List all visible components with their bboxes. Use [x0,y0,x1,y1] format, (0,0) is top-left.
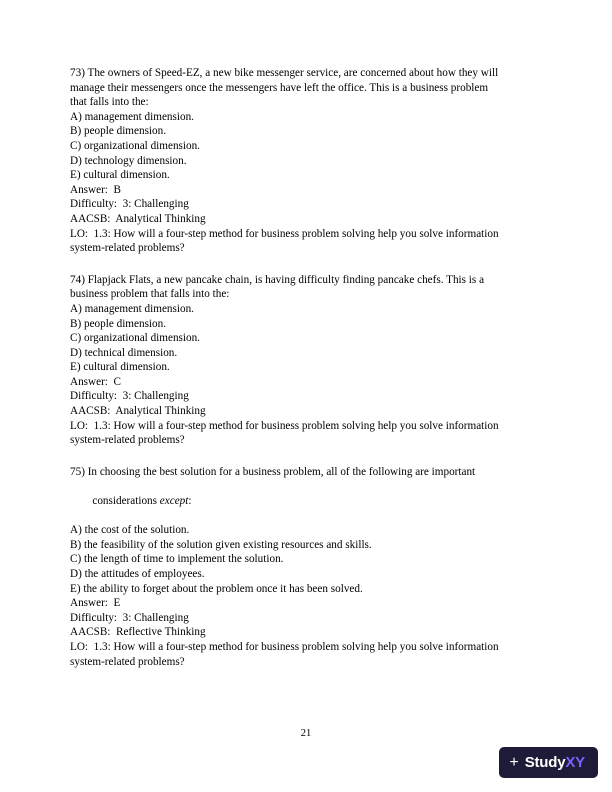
document-body [70,66,542,686]
aacsb-label: AACSB: Analytical Thinking [70,212,206,225]
page-number: 21 [300,728,312,739]
learning-objective-line: LO: 1.3: How will a four-step method for business problem solving help you solve information [70,227,499,240]
answer-option: E) cultural dimension. [70,169,170,182]
answer-option: C) organizational dimension. [70,139,200,152]
answer-key: Answer: E [70,597,121,610]
stem-italic-word: except [159,495,189,508]
answer-option: A) management dimension. [70,110,194,123]
answer-option: C) the length of time to implement the solution. [70,553,284,566]
aacsb-label: AACSB: Analytical Thinking [70,405,206,418]
question-stem-line: 74) Flapjack Flats, a new pancake chain, is having difficulty finding pancake chefs. This is a [70,273,485,286]
question-block [70,465,542,669]
question-stem-line: that falls into the: [70,96,149,109]
learning-objective-line: LO: 1.3: How will a four-step method for business problem solving help you solve information [70,640,499,653]
stem-text-suffix: : [188,495,192,508]
difficulty-label: Difficulty: 3: Challenging [70,390,189,403]
stem-text-prefix: considerations [92,495,160,508]
answer-key: Answer: B [70,183,121,196]
answer-option: D) technical dimension. [70,346,178,359]
answer-option: E) the ability to forget about the problem once it has been solved. [70,582,363,595]
difficulty-label: Difficulty: 3: Challenging [70,198,189,211]
answer-option: D) the attitudes of employees. [70,568,205,580]
difficulty-label: Difficulty: 3: Challenging [70,611,189,624]
question-stem-line: business problem that falls into the: [70,288,230,301]
answer-option: E) cultural dimension. [70,361,170,374]
question-block [70,66,542,256]
question-stem-line: 75) In choosing the best solution for a business problem, all of the following are important [70,465,476,478]
question-stem-line-italic [70,479,542,523]
learning-objective-line: system-related problems? [70,655,185,668]
answer-option: A) management dimension. [70,302,194,315]
learning-objective-line: system-related problems? [70,242,185,255]
watermark-label [525,754,585,771]
answer-key: Answer: C [70,375,121,388]
question-block [70,273,542,448]
answer-option: D) technology dimension. [70,154,187,167]
answer-option: A) the cost of the solution. [70,524,190,537]
watermark-brand-main: Study [524,754,566,771]
plus-icon: + [509,753,519,771]
answer-option: B) the feasibility of the solution given existing resources and skills. [70,538,372,551]
aacsb-label: AACSB: Reflective Thinking [70,626,206,639]
question-stem-line: 73) The owners of Speed-EZ, a new bike messenger service, are concerned about how they will [70,67,499,79]
answer-option: B) people dimension. [70,317,167,330]
learning-objective-line: LO: 1.3: How will a four-step method for business problem solving help you solve information [70,419,499,432]
answer-option: B) people dimension. [70,125,167,138]
studyxy-watermark [499,747,598,778]
question-stem-line: manage their messengers once the messengers have left the office. This is a business problem [70,81,489,94]
watermark-brand-accent: XY [565,754,585,771]
learning-objective-line: system-related problems? [70,434,185,447]
answer-option: C) organizational dimension. [70,332,200,345]
